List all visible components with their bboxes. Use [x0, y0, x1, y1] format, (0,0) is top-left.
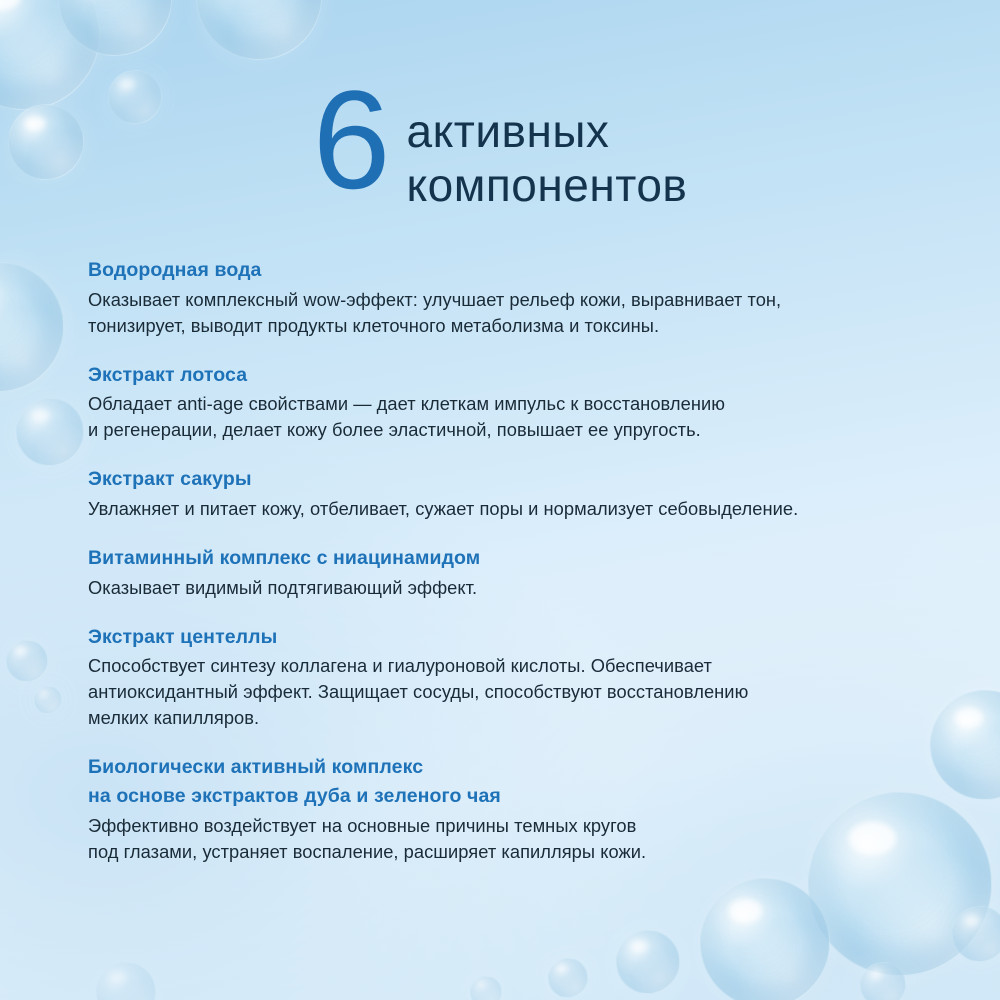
bubble-icon	[952, 906, 1000, 962]
description-line: Увлажняет и питает кожу, отбеливает, сужает поры и нормализует себовыделение.	[88, 498, 799, 520]
ingredient-title: Экстракт сакуры	[88, 468, 252, 491]
ingredient-description	[88, 575, 928, 601]
bubble-icon	[470, 976, 502, 1000]
description-line: тонизирует, выводит продукты клеточного метаболизма и токсины.	[88, 314, 660, 336]
ingredient-title: Экстракт центеллы	[88, 625, 278, 648]
list-item	[88, 755, 928, 864]
description-line: антиоксидантный эффект. Защищает сосуды, способствуют восстановлению	[88, 681, 749, 703]
page-title	[0, 61, 1000, 218]
bubble-icon	[548, 958, 588, 998]
ingredient-title: Экстракт лотоса	[88, 363, 248, 386]
bubble-icon	[700, 878, 830, 1000]
bubble-icon	[196, 0, 322, 60]
ingredient-description	[88, 287, 928, 339]
bubble-icon	[930, 690, 1000, 800]
description-line: под глазами, устраняет воспаление, расширяет капилляры кожи.	[88, 840, 647, 862]
description-line: мелких капилляров.	[88, 707, 260, 729]
ingredient-title-second-line: на основе экстрактов дуба и зеленого чая	[88, 785, 501, 808]
description-line: Оказывает видимый подтягивающий эффект.	[88, 576, 478, 598]
description-line: Эффективно воздействует на основные причины темных кругов	[88, 814, 637, 836]
bubble-icon	[34, 686, 62, 714]
list-item	[88, 363, 928, 444]
bubble-icon	[860, 962, 906, 1000]
bubble-icon	[16, 398, 84, 466]
ingredient-description	[88, 496, 928, 522]
ingredient-list	[88, 258, 928, 889]
component-count: 6	[312, 61, 389, 218]
ingredient-title: Водородная вода	[88, 259, 262, 281]
list-item	[88, 467, 928, 522]
description-line: Способствует синтезу коллагена и гиалуроновой кислоты. Обеспечивает	[88, 655, 712, 677]
list-item	[88, 258, 928, 339]
bubble-icon	[6, 640, 48, 682]
description-line: Оказывает комплексный wow-эффект: улучшает рельеф кожи, выравнивает тон,	[88, 288, 782, 310]
title-line-2: компонентов	[406, 159, 688, 212]
ingredient-title: Биологически активный комплекс	[88, 756, 424, 779]
bubble-icon	[616, 930, 680, 994]
bubble-icon	[58, 0, 172, 56]
list-item	[88, 625, 928, 732]
ingredient-description	[88, 653, 928, 731]
ingredient-description	[88, 813, 928, 865]
list-item	[88, 546, 928, 601]
title-line-1: активных	[406, 105, 610, 157]
bubble-icon	[96, 962, 156, 1000]
description-line: Обладает anti-age свойствами — дает клеткам импульс к восстановлению	[88, 393, 725, 415]
bubble-icon	[0, 262, 64, 392]
ingredient-title: Витаминный комплекс с ниацинамидом	[88, 547, 481, 570]
ingredient-description	[88, 391, 928, 443]
description-line: и регенерации, делает кожу более эластичной, повышает ее упругость.	[88, 419, 701, 441]
